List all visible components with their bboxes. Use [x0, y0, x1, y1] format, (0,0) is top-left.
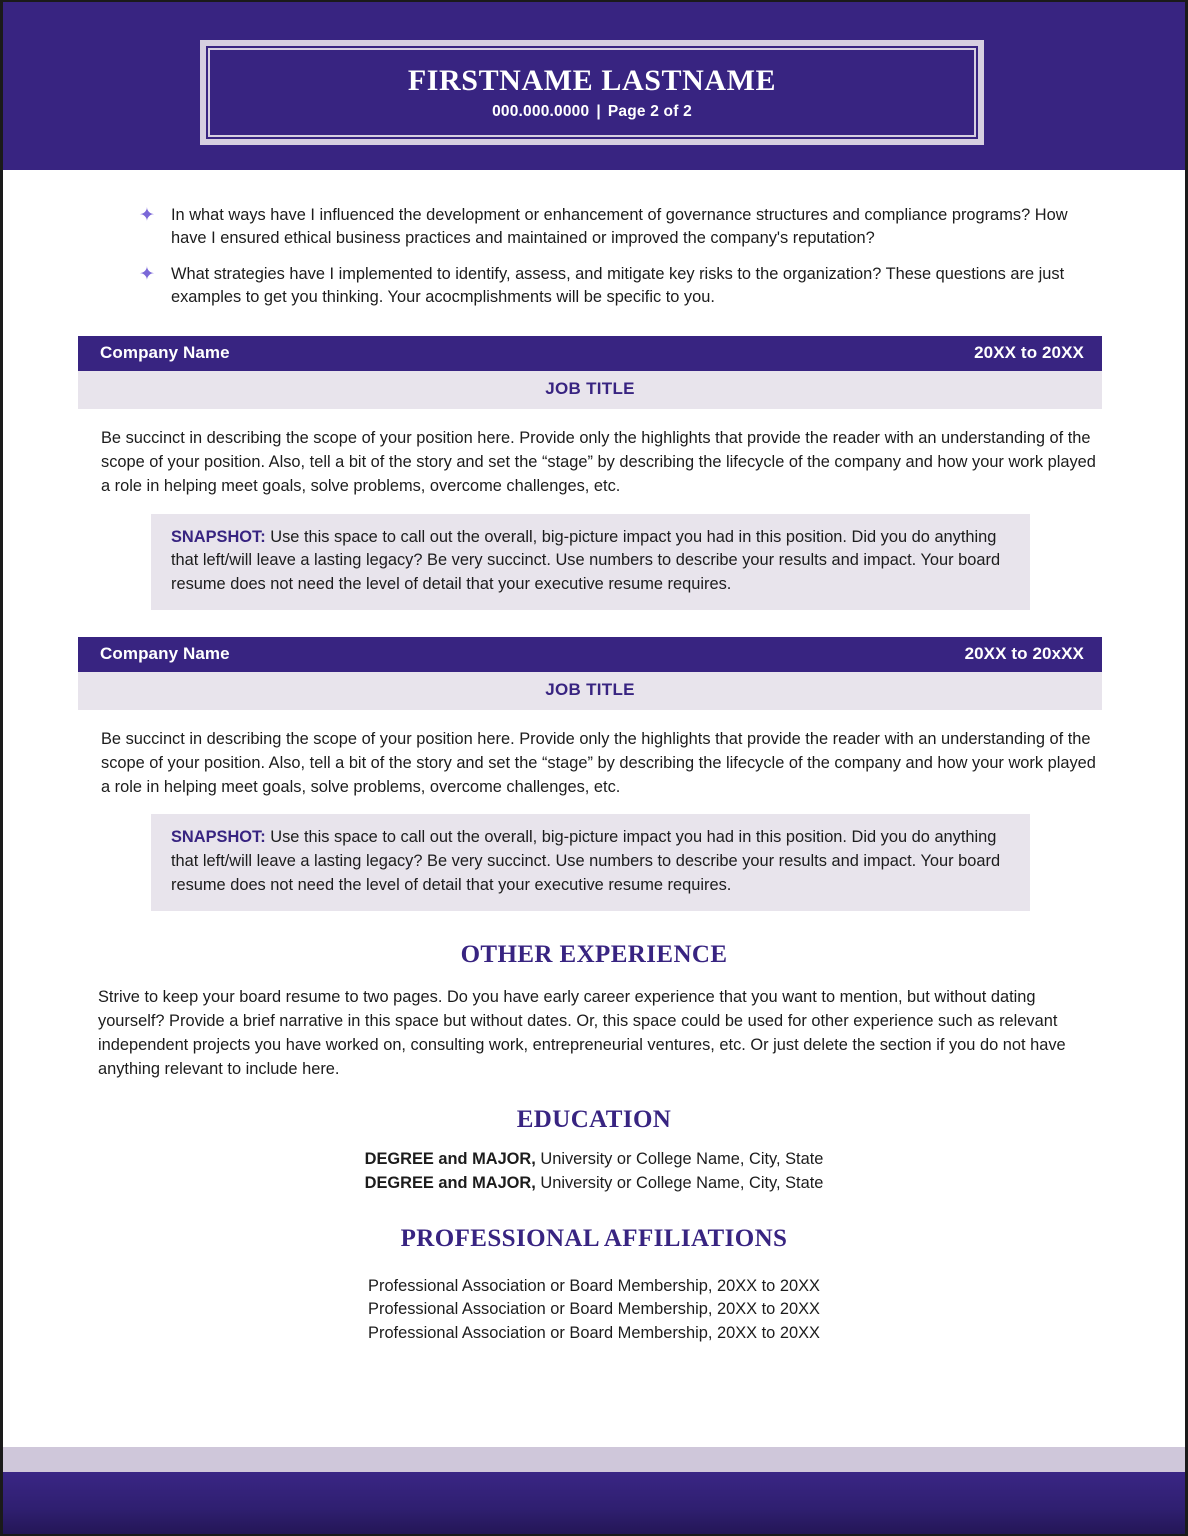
list-item — [3, 263, 1097, 310]
snapshot-text: Use this space to call out the overall, big-picture impact you had in this position. Did you do anything that left/will leave a lasting legacy? Be very succinct. Use numbers to describe your results and impact. Your board resume does not need the level of detail that your executive resume requires. — [171, 828, 1001, 894]
list-item: Professional Association or Board Membership, 20XX to 20XX — [368, 1324, 820, 1343]
section-heading: PROFESSIONAL AFFILIATIONS — [400, 1224, 788, 1252]
affiliations-list — [3, 1275, 1185, 1346]
header-name-box-inner — [208, 48, 976, 137]
experience-block — [3, 637, 1185, 911]
header-name-box — [200, 40, 984, 145]
sparkle-star-bullet-icon: ✦ — [139, 263, 155, 285]
company-name: Company Name — [100, 343, 230, 363]
question-bullet-list — [3, 170, 1185, 309]
header-phone: 000.000.0000 — [492, 103, 590, 120]
snapshot-text: Use this space to call out the overall, big-picture impact you had in this position. Did you do anything that left/will leave a lasting legacy? Be very succinct. Use numbers to describe your results and impact. Your board resume does not need the level of detail that your executive resume requires. — [171, 527, 1001, 594]
experience-block — [3, 336, 1185, 610]
education-school: University or College Name, City, State — [535, 1173, 824, 1192]
section-professional-affiliations — [3, 1225, 1185, 1346]
other-experience-body: Strive to keep your board resume to two pages. Do you have early career experience that you want to mention, but without dating yourself? Provide a brief narrative in this space but without dates. Or, this space could be used for other experience such as relevant independent projects you have worked on, consulting work, entrepreneurial ventures, etc. Or just delete the section if you do not have anything relevant to include here. — [98, 987, 1066, 1078]
snapshot-label: SNAPSHOT: — [171, 527, 266, 546]
section-heading: OTHER EXPERIENCE — [460, 940, 728, 968]
list-item-text: In what ways have I influenced the development or enhancement of governance structures and compliance programs? How have I ensured ethical business practices and maintained or improved the company's reputation? — [171, 206, 1068, 248]
snapshot-label: SNAPSHOT: — [171, 828, 266, 847]
header-page-number: Page 2 of 2 — [607, 103, 692, 120]
job-title-bar — [78, 672, 1102, 710]
education-list — [3, 1148, 1185, 1196]
page-content — [3, 170, 1185, 1534]
company-name: Company Name — [100, 643, 230, 663]
list-item — [3, 1148, 1185, 1172]
header-separator: | — [596, 103, 601, 120]
footer-indigo-band — [3, 1472, 1185, 1534]
job-description: Be succinct in describing the scope of your position here. Provide only the highlights that provide the reader with an understanding of the scope of your position. Also, tell a bit of the story and set the “stage” by describing the lifecycle of the company and how your work played a role in helping meet goals, solve problems, overcome challenges, etc. — [101, 729, 1096, 797]
job-title: JOB TITLE — [545, 379, 635, 399]
list-item-text: What strategies have I implemented to identify, assess, and mitigate key risks to the organization? These questions are just examples to get you thinking. Your acocmplishments will be specific to you. — [171, 264, 1065, 306]
footer-lavender-band — [3, 1447, 1185, 1472]
section-education — [3, 1106, 1185, 1196]
company-header-bar — [78, 336, 1102, 371]
company-dates: 20XX to 20xXX — [964, 643, 1084, 663]
job-title-bar — [78, 371, 1102, 409]
list-item: Professional Association or Board Membership, 20XX to 20XX — [368, 1300, 820, 1319]
list-item — [3, 1172, 1185, 1196]
education-school: University or College Name, City, State — [535, 1149, 824, 1168]
job-title: JOB TITLE — [545, 679, 635, 699]
page-title: FIRSTNAME LASTNAME — [407, 64, 777, 97]
section-heading: EDUCATION — [516, 1105, 672, 1133]
header-contact-line — [492, 103, 692, 121]
education-degree: DEGREE and MAJOR, — [364, 1173, 536, 1192]
list-item: Professional Association or Board Membership, 20XX to 20XX — [368, 1276, 820, 1295]
page-header-band — [3, 2, 1185, 170]
company-dates: 20XX to 20XX — [974, 343, 1084, 363]
section-other-experience — [3, 941, 1185, 1081]
sparkle-star-bullet-icon: ✦ — [139, 205, 155, 226]
education-degree: DEGREE and MAJOR, — [364, 1149, 536, 1168]
list-item — [3, 204, 1097, 251]
company-header-bar — [78, 637, 1102, 672]
snapshot-panel — [151, 514, 1030, 610]
job-description: Be succinct in describing the scope of your position here. Provide only the highlights that provide the reader with an understanding of the scope of your position. Also, tell a bit of the story and set the “stage” by describing the lifecycle of the company and how your work played a role in helping meet goals, solve problems, overcome challenges, etc. — [101, 429, 1096, 496]
snapshot-panel — [151, 814, 1030, 910]
